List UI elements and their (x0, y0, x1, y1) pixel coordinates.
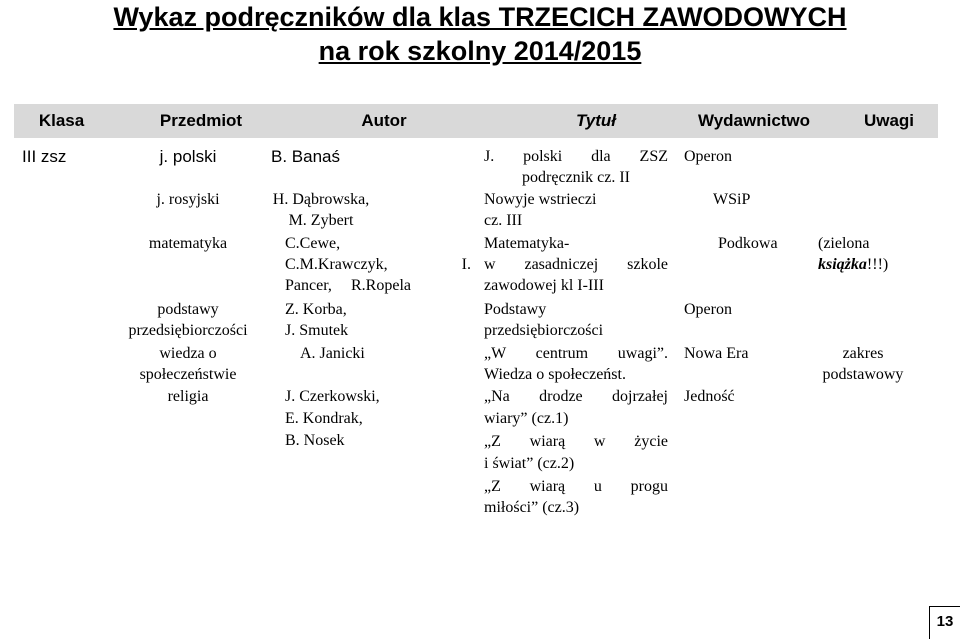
przedmiot-cell-l1: wiedza o (159, 345, 217, 362)
autor-cell-l3: Pancer, R.Ropela (285, 277, 411, 294)
wydawnictwo-cell: Podkowa (718, 235, 778, 252)
tytul-cell-l3: zawodowej kl I-III (484, 277, 604, 294)
tytul-cell-l2: Wiedza o społeczeńst. (484, 366, 626, 383)
header-wydawnictwo: Wydawnictwo (697, 111, 811, 130)
autor-cell-l2: C.M.Krawczyk, I. (285, 256, 471, 273)
autor-cell: A. Janicki (300, 345, 365, 362)
przedmiot-cell: j. rosyjski (156, 191, 220, 208)
class-label: III zsz (22, 147, 67, 166)
title-line-2: na rok szkolny 2014/2015 (318, 36, 642, 66)
uwagi-exclamation: !!!) (866, 256, 889, 273)
przedmiot-cell-l2: społeczeństwie (139, 366, 237, 383)
tytul-cell-l2: wiary” (cz.1) (484, 410, 569, 427)
tytul-cell-l2: cz. III (484, 212, 523, 229)
header-przedmiot: Przedmiot (159, 111, 243, 130)
tytul-cell-l2: przedsiębiorczości (484, 322, 604, 339)
tytul-cell-l2: podręcznik cz. II (522, 169, 630, 186)
header-uwagi: Uwagi (863, 111, 915, 130)
autor-cell-l1: J. Czerkowski, (285, 388, 380, 405)
tytul-cell-l5: „Z wiarą u progu (484, 478, 668, 495)
autor-cell-l2: J. Smutek (285, 322, 349, 339)
wydawnictwo-cell: Jedność (684, 388, 735, 405)
tytul-cell-l1: „Na drodze dojrzałej (484, 388, 668, 405)
autor-cell: B. Banaś (271, 147, 340, 166)
przedmiot-cell-l2: przedsiębiorczości (128, 322, 248, 339)
tytul-cell-l3: „Z wiarą w życie (484, 433, 668, 450)
autor-cell-l1: H. Dąbrowska, (272, 191, 370, 208)
przedmiot-cell: j. polski (159, 147, 217, 166)
tytul-cell-l6: miłości” (cz.3) (484, 499, 580, 516)
header-tytul: Tytuł (576, 111, 616, 130)
title-line-1: Wykaz podręczników dla klas TRZECICH ZAWODOWYCH (113, 2, 847, 32)
uwagi-book-word: książka (818, 256, 867, 273)
tytul-cell-l1: „W centrum uwagi”. (484, 345, 668, 362)
wydawnictwo-cell: Nowa Era (684, 345, 749, 362)
uwagi-cell-l2 (818, 254, 888, 275)
wydawnictwo-cell: Operon (684, 301, 732, 318)
uwagi-cell-l1: zakres (842, 345, 884, 362)
tytul-cell-l1: Nowyje wstrieczi (484, 191, 597, 208)
uwagi-cell-l2: podstawowy (822, 366, 904, 383)
przedmiot-cell: matematyka (148, 235, 228, 252)
autor-cell-l2: E. Kondrak, (285, 410, 363, 427)
page-number: 13 (929, 606, 960, 639)
wydawnictwo-cell: WSiP (713, 191, 751, 208)
autor-cell-l2: M. Zybert (288, 212, 354, 229)
tytul-cell-l1: Matematyka- (484, 235, 570, 252)
header-klasa: Klasa (38, 111, 85, 130)
tytul-cell-l1: J. polski dla ZSZ (484, 148, 668, 165)
document-title (0, 0, 960, 68)
header-autor: Autor (361, 111, 407, 130)
autor-cell-l1: Z. Korba, (285, 301, 347, 318)
przedmiot-cell: religia (167, 388, 209, 405)
table-header-row (14, 104, 938, 138)
autor-cell-l1: C.Cewe, (285, 235, 341, 252)
wydawnictwo-cell: Operon (684, 148, 732, 165)
uwagi-cell-l1: (zielona (818, 235, 870, 252)
tytul-cell-l1: Podstawy (484, 301, 547, 318)
autor-cell-l3: B. Nosek (285, 432, 345, 449)
tytul-cell-l4: i świat” (cz.2) (484, 455, 575, 472)
tytul-cell-l2: w zasadniczej szkole (484, 256, 668, 273)
przedmiot-cell-l1: podstawy (157, 301, 219, 318)
